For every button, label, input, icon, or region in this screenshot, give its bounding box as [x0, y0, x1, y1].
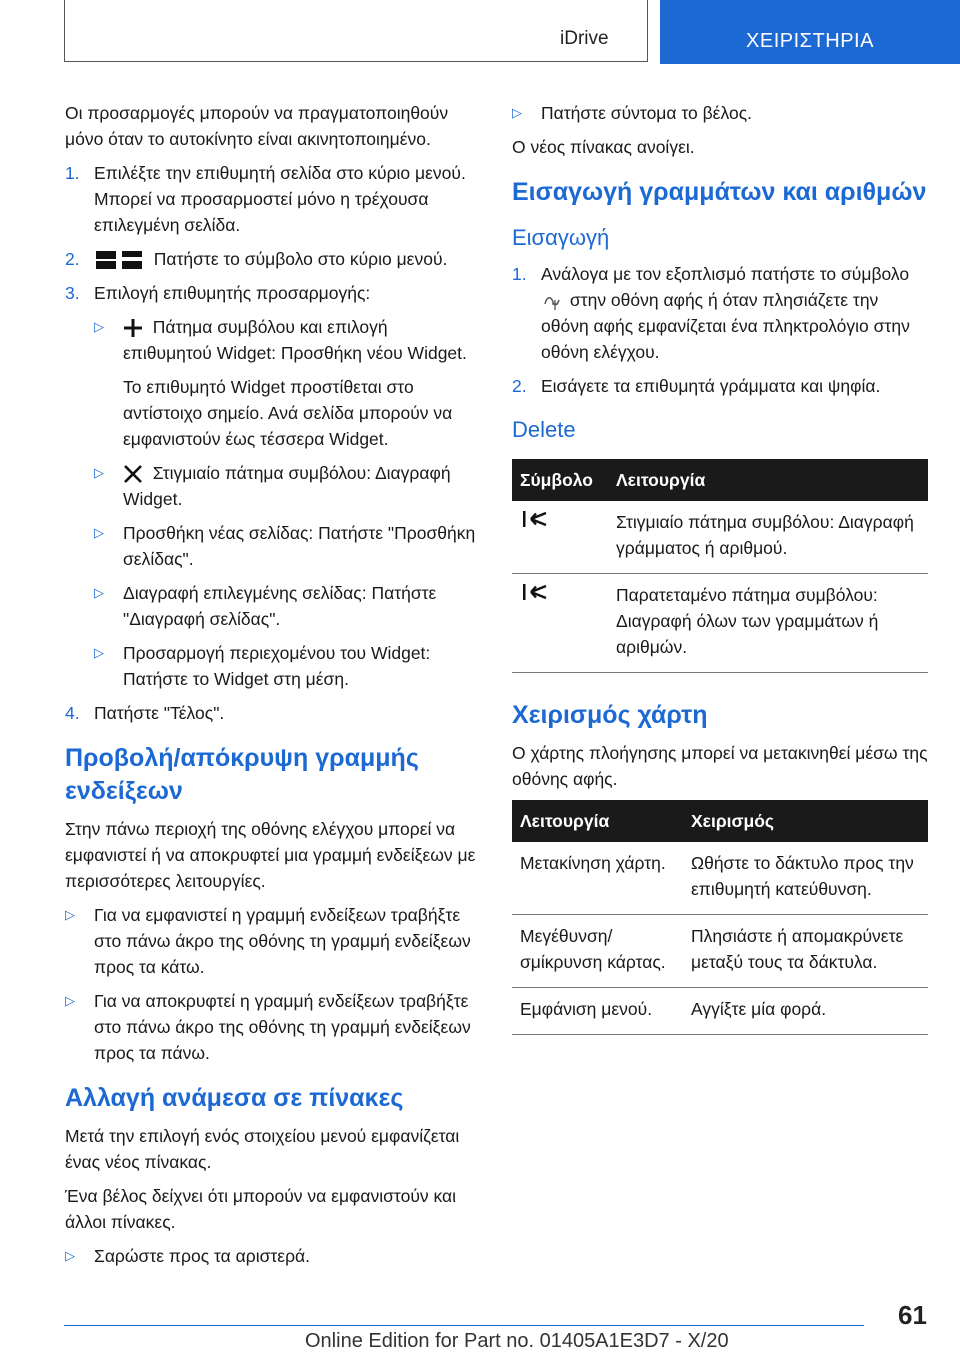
bullet-triangle-icon: ▷	[94, 645, 104, 660]
map-table	[512, 800, 928, 1035]
table-cell: Πλησιάστε ή απομακρύνετε μεταξύ τους τα δάκτυλα.	[683, 915, 928, 988]
note-paragraph: Το επιθυμητό Widget προστίθεται στο αντίστοιχο σημείο. Ανά σελίδα μπορούν να εμφανιστούν έως τέσσερα Widget.	[123, 377, 453, 449]
switch-paragraph-1: Μετά την επιλογή ενός στοιχείου μενού εμφανίζεται ένας νέος πίνακας.	[65, 1126, 460, 1172]
table-cell: Ωθήστε το δάκτυλο προς την επιθυμητή κατεύθυνση.	[683, 842, 928, 915]
plus-icon	[123, 318, 143, 338]
step-2	[65, 246, 480, 272]
step-number: 4.	[65, 703, 80, 723]
heading-switch-panels: Αλλαγή ανάμεσα σε πίνακες	[65, 1084, 404, 1112]
left-column	[65, 100, 480, 1277]
switch-paragraph-2: Ένα βέλος δείχνει ότι μπορούν να εμφανιστούν και άλλοι πίνακες.	[65, 1186, 457, 1232]
table-cell: Μετακίνηση χάρτη.	[512, 842, 683, 915]
bullet-text: Πατήστε σύντομα το βέλος.	[541, 103, 752, 123]
list-item	[94, 520, 480, 572]
list-item	[512, 100, 928, 126]
step-text: Πατήστε το σύμβολο στο κύριο μενού.	[153, 249, 448, 269]
bullet-triangle-icon: ▷	[65, 1248, 75, 1263]
bullet-triangle-icon: ▷	[94, 319, 104, 334]
right-column	[512, 100, 928, 1035]
page-number: 61	[898, 1300, 927, 1330]
input-step-2	[512, 373, 928, 399]
step-1	[65, 160, 480, 238]
table-row	[512, 501, 928, 574]
bullet-text: Για να εμφανιστεί η γραμμή ενδείξεων τραβήξτε στο πάνω άκρο της οθόνης τη γραμμή ενδείξεων προς τα κάτω.	[94, 905, 471, 977]
table-header-row	[512, 459, 928, 501]
bullet-text: Για να αποκρυφτεί η γραμμή ενδείξεων τραβήξτε στο πάνω άκρο της οθόνης τη γραμμή ενδείξεων προς τα πάνω.	[94, 991, 471, 1063]
bullet-text: Διαγραφή επιλεγμένης σελίδας: Πατήστε "Διαγραφή σελίδας".	[123, 583, 437, 629]
table-row	[512, 988, 928, 1035]
header-section: iDrive	[560, 28, 609, 49]
list-item	[94, 580, 480, 632]
list-item	[94, 314, 480, 366]
table-cell: Παρατεταμένο πάτημα συμβόλου: Διαγραφή όλων των γραμμάτων ή αριθμών.	[608, 574, 928, 673]
map-paragraph: Ο χάρτης πλοήγησης μπορεί να μετακινηθεί μέσω της οθόνης αφής.	[512, 743, 928, 789]
bullet-triangle-icon: ▷	[65, 907, 75, 922]
table-row	[512, 842, 928, 915]
step-text-cont: στην οθόνη αφής ή όταν πλησιάζετε την οθόνη αφής εμφανίζεται ένα πληκτρολόγιο στην οθόνη ελέγχου.	[541, 290, 910, 362]
table-cell: Στιγμιαίο πάτημα συμβόλου: Διαγραφή γράμματος ή αριθμού.	[608, 501, 928, 574]
bullet-triangle-icon: ▷	[94, 585, 104, 600]
bullet-triangle-icon: ▷	[512, 105, 522, 120]
table-row	[512, 574, 928, 673]
heading-input: Εισαγωγή γραμμάτων και αριθμών	[512, 178, 927, 206]
footer-divider	[64, 1325, 864, 1326]
bullet-text: Σαρώστε προς τα αριστερά.	[94, 1246, 311, 1266]
bullet-text: Πάτημα συμβόλου και επιλογή επιθυμητού Widget: Προσθήκη νέου Widget.	[123, 317, 467, 363]
subheading-delete: Delete	[512, 417, 576, 442]
header-chapter: ΧΕΙΡΙΣΤΗΡΙΑ	[660, 0, 960, 64]
step-number: 3.	[65, 283, 80, 303]
table-header-cell: Λειτουργία	[512, 800, 683, 842]
table-header-cell: Λειτουργία	[608, 459, 928, 501]
table-header-cell: Χειρισμός	[683, 800, 928, 842]
table-row	[512, 915, 928, 988]
intro-paragraph: Οι προσαρμογές μπορούν να πραγματοποιηθούν μόνο όταν το αυτοκίνητο είναι ακινητοποιημένο.	[65, 103, 449, 149]
table-cell: Μεγέθυνση/ σμίκρυνση κάρτας.	[512, 915, 683, 988]
delete-table	[512, 459, 928, 673]
list-item	[65, 902, 480, 980]
step-text: Πατήστε "Τέλος".	[94, 703, 225, 723]
step-text: Επιλέξτε την επιθυμητή σελίδα στο κύριο μενού. Μπορεί να προσαρμοστεί μόνο η τρέχουσα επιλεγμένη σελίδα.	[94, 163, 466, 235]
step-text: Εισάγετε τα επιθυμητά γράμματα και ψηφία.	[541, 376, 881, 396]
bullet-triangle-icon: ▷	[65, 993, 75, 1008]
backspace-icon	[520, 582, 550, 602]
bullet-text: Προσαρμογή περιεχομένου του Widget: Πατήστε το Widget στη μέση.	[123, 643, 431, 689]
backspace-icon	[520, 509, 550, 529]
new-panel-paragraph: Ο νέος πίνακας ανοίγει.	[512, 137, 695, 157]
subheading-input: Εισαγωγή	[512, 225, 610, 250]
menu-grid-icon	[94, 250, 144, 270]
step-number: 2.	[512, 376, 527, 396]
table-cell: Εμφάνιση μενού.	[512, 988, 683, 1035]
list-item	[65, 1243, 480, 1269]
step-number: 2.	[65, 249, 80, 269]
list-item	[65, 988, 480, 1066]
list-item	[94, 640, 480, 692]
step-text: Επιλογή επιθυμητής προσαρμογής:	[94, 283, 371, 303]
table-header-row	[512, 800, 928, 842]
bullet-triangle-icon: ▷	[94, 525, 104, 540]
list-item	[94, 460, 480, 512]
step-3	[65, 280, 480, 306]
table-header-cell: Σύμβολο	[512, 459, 608, 501]
heading-map: Χειρισμός χάρτη	[512, 701, 708, 729]
step-number: 1.	[65, 163, 80, 183]
handwriting-icon	[541, 290, 565, 312]
table-cell: Αγγίξτε μία φορά.	[683, 988, 928, 1035]
bullet-text: Προσθήκη νέας σελίδας: Πατήστε "Προσθήκη σελίδας".	[123, 523, 476, 569]
cross-icon	[123, 464, 143, 484]
input-step-1	[512, 261, 928, 365]
bullet-text: Στιγμιαίο πάτημα συμβόλου: Διαγραφή Widget.	[123, 463, 451, 509]
step-text: Ανάλογα με τον εξοπλισμό πατήστε το σύμβολο	[541, 264, 910, 284]
show-paragraph: Στην πάνω περιοχή της οθόνης ελέγχου μπορεί να εμφανιστεί ή να αποκρυφτεί μια γραμμή ενδείξεων με περισσότερες λειτουργίες.	[65, 819, 476, 891]
step-number: 1.	[512, 264, 527, 284]
footer-edition: Online Edition for Part no. 01405A1E3D7 - X/20	[305, 1330, 729, 1352]
heading-show-hide: Προβολή/απόκρυψη γραμμής ενδείξεων	[65, 744, 419, 805]
bullet-triangle-icon: ▷	[94, 465, 104, 480]
step-4	[65, 700, 480, 726]
